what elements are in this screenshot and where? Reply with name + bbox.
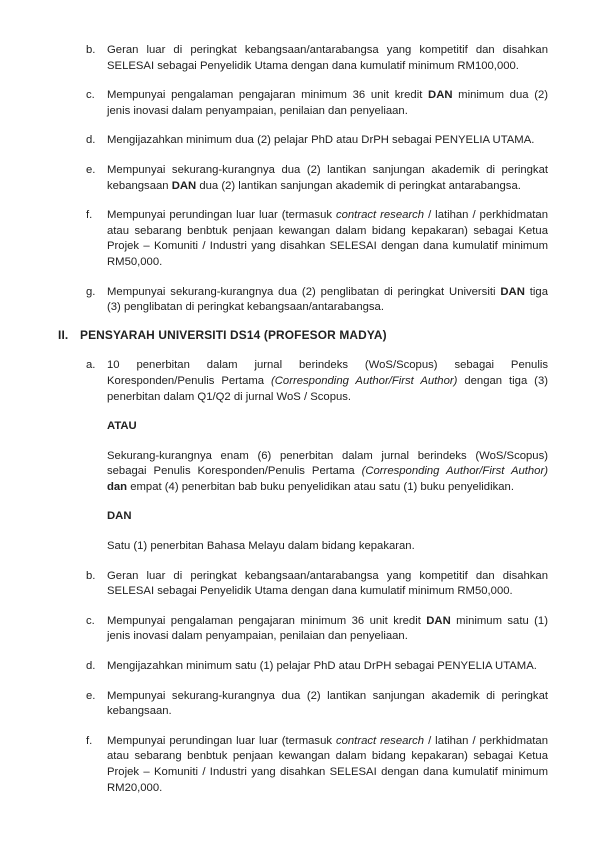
text-run: minimum satu (1) jenis inovasi dalam penyampaian, penilaian dan penyeliaan.	[107, 614, 548, 643]
text-run: Mempunyai sekurang-kurangnya dua (2) lantikan sanjungan akademik di peringkat kebangsaan.	[107, 689, 548, 718]
section-number: II.	[58, 327, 69, 342]
bold-text: dan	[107, 480, 128, 493]
section-heading	[58, 328, 548, 344]
list-item	[58, 208, 548, 270]
item-label: b.	[86, 569, 96, 582]
paragraph	[107, 659, 548, 675]
paragraph	[107, 163, 548, 194]
item-body	[107, 285, 548, 316]
text-run: dengan tiga (3) penerbitan dalam Q1/Q2 di jurnal WoS / Scopus.	[107, 374, 548, 403]
item-body	[107, 43, 548, 74]
paragraph	[107, 88, 548, 119]
text-run: tiga (3) penglibatan di peringkat kebangsaan/antarabangsa.	[107, 285, 548, 314]
bold-text: DAN	[428, 89, 453, 102]
text-run: Mempunyai perundingan luar luar (termasuk	[107, 209, 336, 222]
italic-text: contract research	[335, 734, 425, 747]
list-item	[58, 358, 548, 554]
text-run: Mempunyai perundingan luar luar (termasuk	[107, 734, 336, 747]
text-run: Mempunyai sekurang-kurangnya dua (2) lantikan sanjungan akademik di peringkat kebangsaan	[107, 163, 548, 192]
item-label: d.	[86, 134, 96, 147]
item-body	[107, 133, 548, 149]
item-label: f.	[86, 209, 93, 222]
item-label: d.	[86, 660, 96, 673]
item-body	[107, 163, 548, 194]
text-run: / latihan / perkhidmatan atau sebarang benbtuk penjaan kewangan dalam bidang kepakaran) sebagai Ketua Projek – Komuniti / Industri yang disahkan SELESAI dengan dana kumulatif minimum RM50,000.	[107, 209, 549, 268]
text-run: Mempunyai pengalaman pengajaran minimum 36 unit kredit	[107, 614, 427, 627]
item-label: c.	[86, 614, 95, 627]
paragraph	[107, 43, 548, 74]
item-label: f.	[86, 734, 93, 747]
paragraph	[107, 734, 548, 796]
item-body	[107, 569, 548, 600]
text-run: Mempunyai pengalaman pengajaran minimum 36 unit kredit	[107, 89, 429, 102]
item-label: e.	[86, 163, 96, 176]
paragraph	[107, 208, 548, 270]
text-run: Satu (1) penerbitan Bahasa Melayu dalam bidang kepakaran.	[107, 540, 415, 553]
document-section	[58, 328, 548, 796]
paragraph	[107, 358, 548, 405]
text-run: dua (2) lantikan sanjungan akademik di peringkat antarabangsa.	[196, 179, 521, 192]
text-run: 10 penerbitan dalam jurnal berindeks (WoS/Scopus) sebagai Penulis Koresponden/Penulis Pertama	[107, 359, 548, 387]
list-item	[58, 734, 548, 796]
text-run: Sekurang-kurangnya enam (6) penerbitan dalam jurnal berindeks (WoS/Scopus) sebagai Penulis Koresponden/Penulis Pertama	[107, 449, 548, 478]
item-body	[107, 659, 548, 675]
item-body	[107, 208, 548, 270]
item-label: c.	[86, 89, 95, 102]
text-run: Mengijazahkan minimum satu (1) pelajar PhD atau DrPH sebagai PENYELIA UTAMA.	[107, 660, 537, 673]
list-item	[58, 569, 548, 600]
list-item	[58, 133, 548, 149]
list-item	[58, 689, 548, 720]
paragraph	[107, 689, 548, 720]
item-body	[107, 734, 548, 796]
paragraph	[107, 133, 548, 149]
paragraph	[107, 539, 548, 555]
text-run: Mempunyai sekurang-kurangnya dua (2) penglibatan di peringkat Universiti	[107, 285, 501, 298]
italic-text: (Corresponding Author/First Author)	[361, 465, 548, 478]
bold-text: DAN	[426, 614, 451, 627]
bold-text: DAN	[171, 179, 197, 192]
text-run: empat (4) penerbitan bab buku penyelidikan atau satu (1) buku penyelidikan.	[127, 480, 514, 493]
italic-text: (Corresponding Author/First Author)	[271, 374, 458, 387]
section-title: PENSYARAH UNIVERSITI DS14 (PROFESOR MADYA)	[80, 327, 387, 342]
paragraph	[107, 614, 548, 645]
document-section	[58, 43, 548, 316]
item-body	[107, 358, 548, 554]
list-item	[58, 88, 548, 119]
paragraph	[107, 509, 548, 525]
bold-text: DAN	[107, 510, 132, 523]
item-label: g.	[86, 285, 96, 298]
item-label: a.	[86, 359, 96, 372]
bold-text: ATAU	[107, 420, 137, 433]
list-item	[58, 163, 548, 194]
document-content	[58, 43, 548, 796]
item-body	[107, 689, 548, 720]
paragraph	[107, 285, 548, 316]
item-body	[107, 614, 548, 645]
paragraph	[107, 419, 548, 435]
list-item	[58, 43, 548, 74]
item-body	[107, 88, 548, 119]
bold-text: DAN	[500, 285, 525, 298]
list-item	[58, 285, 548, 316]
item-label: e.	[86, 689, 96, 702]
item-label: b.	[86, 44, 96, 56]
paragraph	[107, 569, 548, 600]
text-run: minimum dua (2) jenis inovasi dalam penyampaian, penilaian dan penyeliaan.	[107, 89, 548, 117]
text-run: Geran luar di peringkat kebangsaan/antarabangsa yang kompetitif dan disahkan SELESAI sebagai Penyelidik Utama dengan dana kumulatif minimum RM100,000.	[107, 44, 548, 72]
italic-text: contract research	[335, 209, 425, 222]
list-item	[58, 659, 548, 675]
text-run: / latihan / perkhidmatan atau sebarang benbtuk penjaan kewangan dalam bidang kepakaran) sebagai Ketua Projek – Komuniti / Industri yang disahkan SELESAI dengan dana kumulatif minimum RM20,000.	[107, 734, 549, 794]
paragraph	[107, 449, 548, 496]
list-item	[58, 614, 548, 645]
text-run: Geran luar di peringkat kebangsaan/antarabangsa yang kompetitif dan disahkan SELESAI sebagai Penyelidik Utama dengan dana kumulatif minimum RM50,000.	[107, 569, 548, 598]
text-run: Mengijazahkan minimum dua (2) pelajar PhD atau DrPH sebagai PENYELIA UTAMA.	[107, 134, 535, 147]
